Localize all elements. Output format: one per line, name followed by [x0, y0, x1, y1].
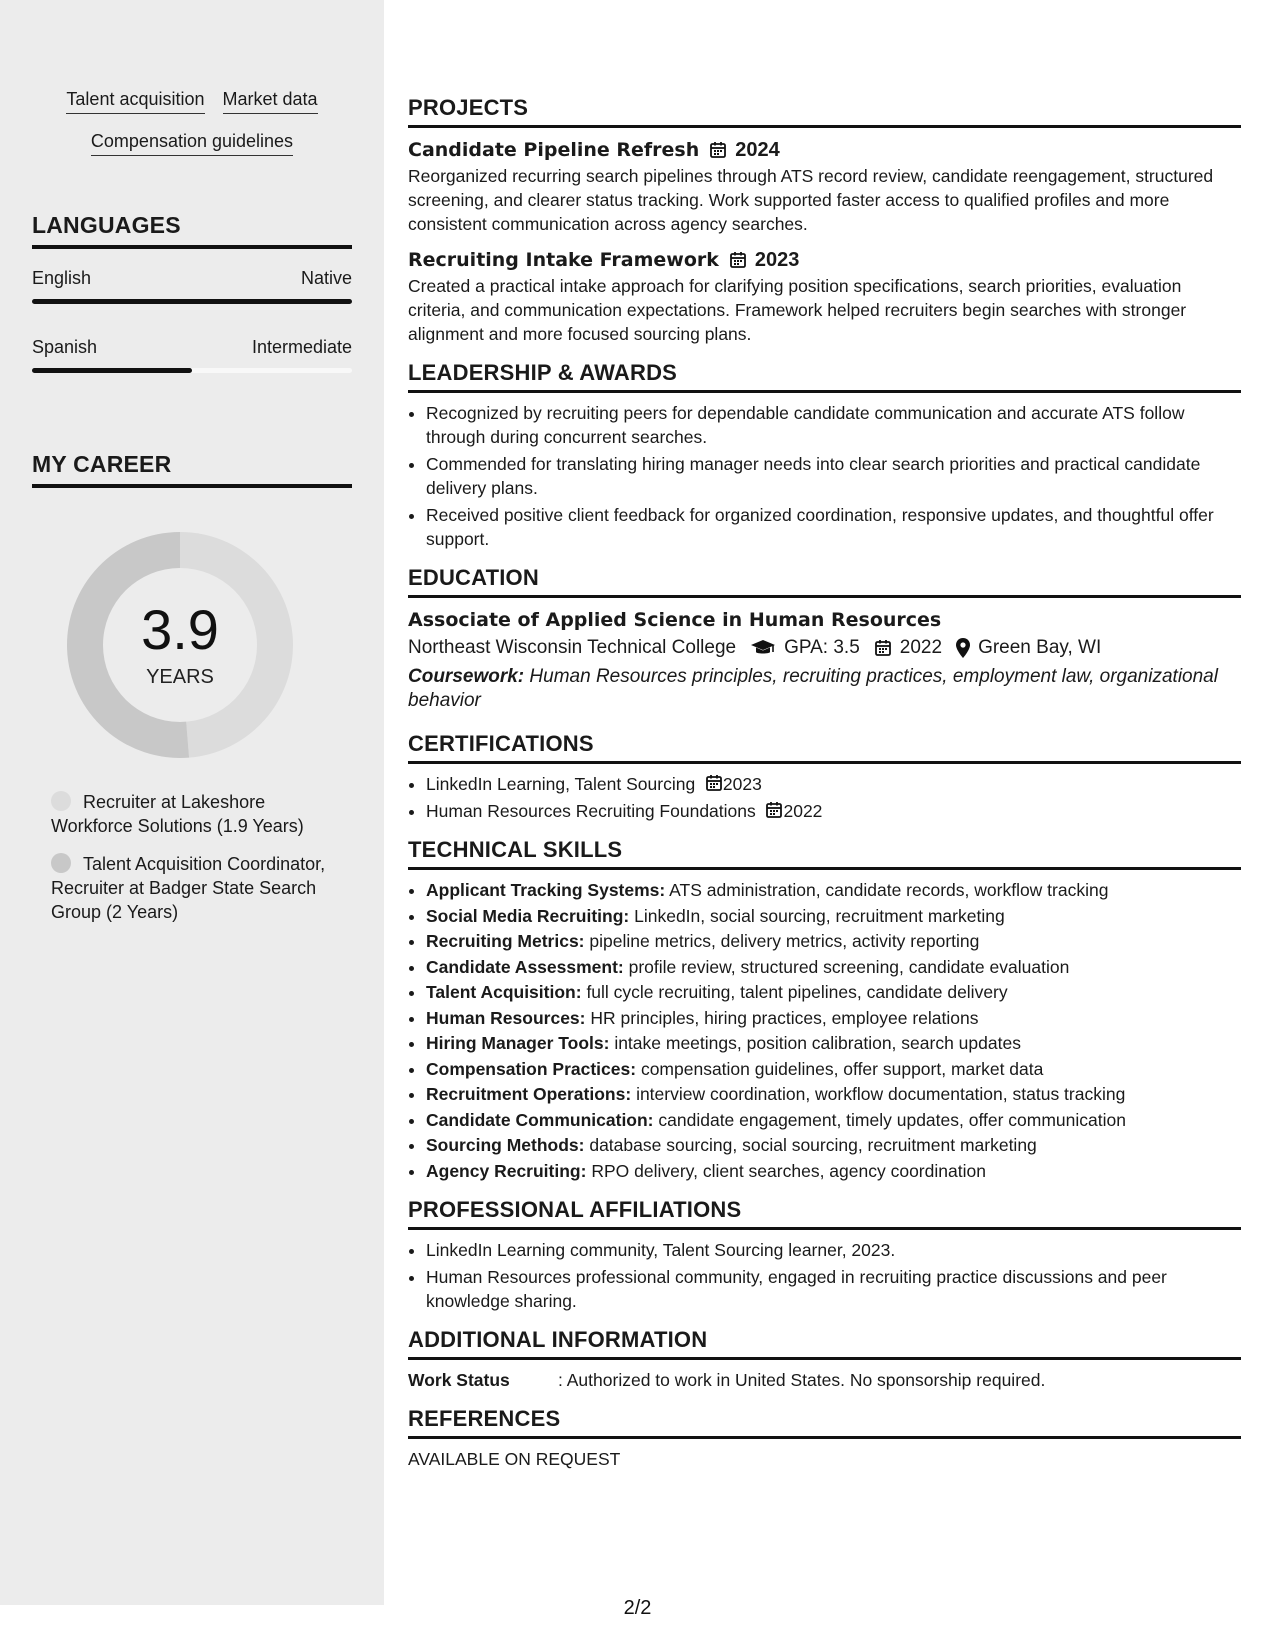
language-row-spanish [32, 337, 352, 358]
location-pin-icon [956, 638, 970, 658]
skill-label: Candidate Assessment: [426, 956, 624, 977]
skill-item [426, 1133, 1241, 1157]
additional-info-section [408, 1327, 1241, 1392]
skill-item [426, 1057, 1241, 1081]
school-location [956, 634, 1101, 662]
language-bar-fill [32, 368, 192, 373]
skill-item [426, 1159, 1241, 1183]
skill-value: HR principles, hiring practices, employee relations [590, 1007, 979, 1028]
skill-item [426, 1108, 1241, 1132]
skill-label: Human Resources: [426, 1007, 586, 1028]
leadership-section [408, 360, 1241, 551]
skill-item [426, 929, 1241, 953]
certifications-section [408, 731, 1241, 823]
skill-value: full cycle recruiting, talent pipelines, candidate delivery [586, 982, 1008, 1002]
section-title: PROJECTS [408, 95, 1241, 128]
section-title: PROFESSIONAL AFFILIATIONS [408, 1197, 1241, 1230]
skill-item [426, 1082, 1241, 1106]
skill-value: intake meetings, position calibration, search updates [614, 1033, 1021, 1053]
skill-tag: Market data [223, 88, 318, 114]
coursework [408, 665, 1241, 713]
graduation-year [874, 634, 942, 662]
project-name: Candidate Pipeline Refresh [408, 139, 700, 161]
gpa-value: GPA: 3.5 [784, 637, 860, 658]
skill-label: Recruitment Operations: [426, 1084, 632, 1104]
skill-label: Recruiting Metrics: [426, 931, 585, 951]
sidebar [0, 0, 384, 1605]
calendar-icon [709, 141, 727, 159]
certification-date: 2023 [722, 774, 762, 794]
skill-item [426, 955, 1241, 979]
section-title: LEADERSHIP & AWARDS [408, 360, 1241, 393]
skill-item [426, 980, 1241, 1004]
projects-section [408, 95, 1241, 346]
skill-label: Social Media Recruiting: [426, 905, 630, 926]
project-year: 2024 [735, 139, 780, 161]
work-status [408, 1368, 1241, 1392]
language-name: English [32, 268, 92, 288]
list-item: • Received positive client feedback for organized coordination, responsive updates, and thoughtful offer support. [426, 503, 1241, 551]
career-total-years: 3.9 [141, 598, 219, 661]
language-level: Native [300, 268, 352, 288]
career-legend-label: Recruiter at Lakeshore Workforce Solutions (1.9 Years) [51, 792, 304, 836]
skill-value: candidate engagement, timely updates, offer communication [658, 1109, 1126, 1130]
project-year: 2023 [754, 249, 800, 271]
leadership-list [408, 401, 1241, 551]
skill-value: pipeline metrics, delivery metrics, activity reporting [589, 931, 980, 951]
list-item [426, 799, 1241, 823]
section-title: CERTIFICATIONS [408, 731, 1241, 764]
calendar-icon [705, 774, 723, 792]
education-section [408, 565, 1241, 713]
coursework-text: Human Resources principles, recruiting practices, employment law, organizational behavior [408, 666, 1218, 711]
main-content [408, 95, 1241, 1471]
career-legend-item [51, 852, 341, 924]
skill-value: database sourcing, social sourcing, recruitment marketing [589, 1135, 1037, 1155]
project-header [408, 246, 1241, 274]
graduation-cap-icon [750, 639, 776, 657]
certifications-list [408, 772, 1241, 823]
section-title: REFERENCES [408, 1406, 1241, 1439]
skill-tag: Compensation guidelines [91, 130, 293, 156]
list-item: • LinkedIn Learning community, Talent Sourcing learner, 2023. [426, 1238, 1241, 1262]
career-heading: MY CAREER [32, 451, 352, 488]
skill-value: ATS administration, candidate records, workflow tracking [669, 880, 1109, 900]
education-details [408, 634, 1241, 662]
technical-skills-section [408, 837, 1241, 1183]
year-value: 2022 [899, 637, 943, 658]
project-date [709, 136, 780, 164]
list-item [426, 772, 1241, 796]
affiliations-list [408, 1238, 1241, 1313]
calendar-icon [729, 251, 747, 269]
certification-date: 2022 [783, 801, 823, 821]
career-legend-item [51, 790, 341, 838]
legend-dot [51, 791, 71, 811]
language-level: Intermediate [251, 337, 352, 357]
calendar-icon [874, 639, 892, 657]
skill-value: compensation guidelines, offer support, market data [640, 1058, 1044, 1079]
skill-label: Agency Recruiting: [426, 1160, 587, 1181]
work-status-label: Work Status [408, 1369, 510, 1390]
skill-tags [32, 88, 352, 156]
skill-item [426, 878, 1241, 902]
skill-label: Hiring Manager Tools: [426, 1033, 610, 1053]
school-name: Northeast Wisconsin Technical College [408, 637, 737, 658]
list-item: • Recognized by recruiting peers for dependable candidate communication and accurate ATS follow through during concurrent searches. [426, 401, 1241, 449]
coursework-label: Coursework: [408, 666, 525, 687]
certification-name: Human Resources Recruiting Foundations [426, 801, 756, 821]
references-text: AVAILABLE ON REQUEST [408, 1448, 621, 1469]
language-bar-english [32, 299, 352, 304]
affiliations-section [408, 1197, 1241, 1313]
list-item: • Commended for translating hiring manager needs into clear search priorities and practical candidate delivery plans. [426, 452, 1241, 500]
section-title: TECHNICAL SKILLS [408, 837, 1241, 870]
certification-name: LinkedIn Learning, Talent Sourcing [426, 774, 696, 794]
skill-label: Candidate Communication: [426, 1109, 654, 1130]
project-name: Recruiting Intake Framework [408, 249, 719, 271]
project-date [729, 246, 800, 274]
language-bar-fill [32, 299, 352, 304]
skill-label: Compensation Practices: [426, 1058, 637, 1079]
page-number: 2/2 [623, 1597, 652, 1619]
skill-item [426, 904, 1241, 928]
career-total-unit: YEARS [146, 666, 214, 688]
skill-tag: Talent acquisition [66, 88, 204, 114]
project-description: Created a practical intake approach for clarifying position specifications, search priorities, evaluation criteria, and communication expectations. Framework helped recruiters begin searches with stronger alignment and more focused sourcing plans. [408, 276, 1187, 344]
references-section [408, 1406, 1241, 1471]
language-name: Spanish [32, 337, 98, 357]
calendar-icon [765, 801, 783, 819]
skill-value: RPO delivery, client searches, agency coordination [591, 1160, 986, 1181]
project-header [408, 136, 1241, 164]
location-value: Green Bay, WI [978, 637, 1102, 658]
skill-label: Applicant Tracking Systems: [426, 880, 666, 900]
skill-value: profile review, structured screening, candidate evaluation [628, 956, 1070, 977]
section-title: ADDITIONAL INFORMATION [408, 1327, 1241, 1360]
skill-label: Talent Acquisition: [426, 982, 582, 1002]
language-bar-spanish [32, 368, 352, 373]
legend-dot [51, 853, 71, 873]
skills-list [408, 878, 1241, 1183]
skill-label: Sourcing Methods: [426, 1135, 585, 1155]
career-legend-label: Talent Acquisition Coordinator, Recruiter at Badger State Search Group (2 Years) [51, 854, 326, 922]
list-item: • Human Resources professional community, engaged in recruiting practice discussions and peer knowledge sharing. [426, 1265, 1241, 1313]
work-status-value: : Authorized to work in United States. No sponsorship required. [558, 1369, 1046, 1390]
project-description: Reorganized recurring search pipelines through ATS record review, candidate reengagement, structured screening, and clearer status tracking. Work supported faster access to qualified profiles and more consistent communication across agency searches. [408, 166, 1214, 234]
skill-item [426, 1031, 1241, 1055]
language-row-english [32, 268, 352, 289]
skill-value: interview coordination, workflow documentation, status tracking [636, 1084, 1126, 1104]
section-title: EDUCATION [408, 565, 1241, 598]
gpa [750, 634, 860, 662]
skill-item [426, 1006, 1241, 1030]
degree-title: Associate of Applied Science in Human Resources [408, 609, 942, 631]
languages-heading: LANGUAGES [32, 212, 352, 249]
skill-value: LinkedIn, social sourcing, recruitment marketing [634, 905, 1005, 926]
